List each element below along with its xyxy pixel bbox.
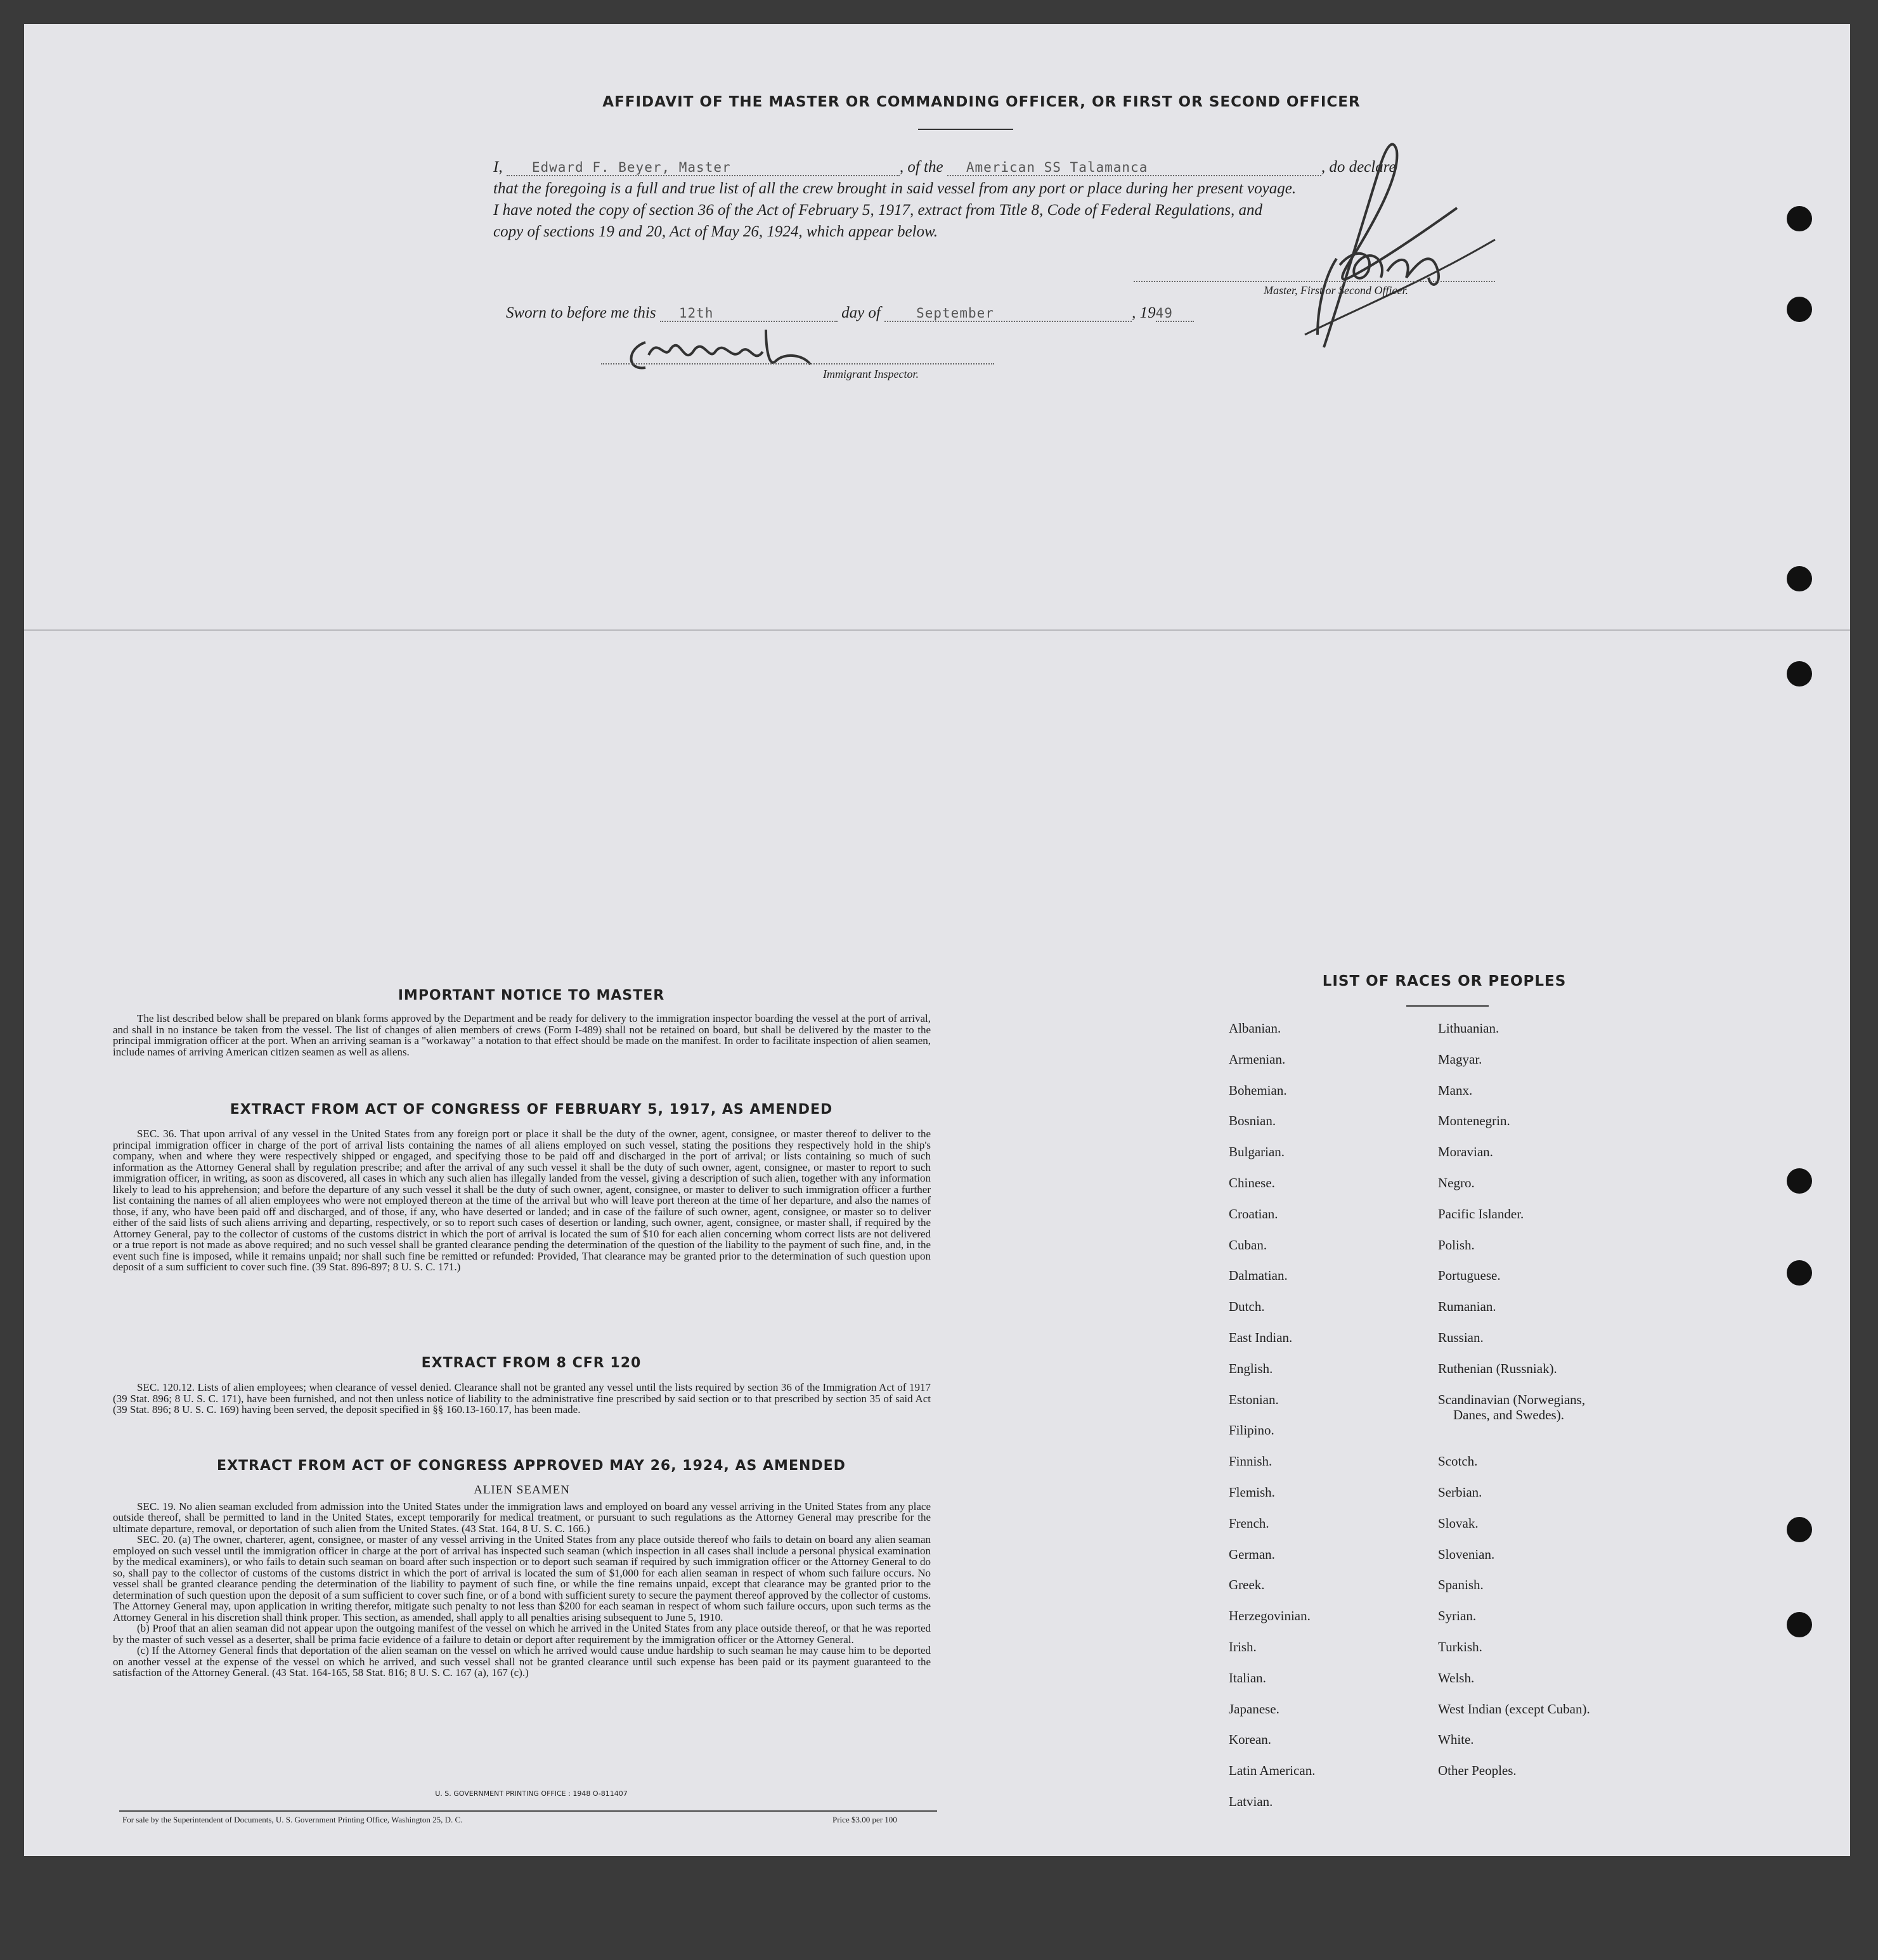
race-item: Slovenian. [1438,1546,1495,1562]
race-item: Russian. [1438,1329,1484,1345]
extract-1924-sec20b: (b) Proof that an alien seaman did not appear upon the outgoing manifest of the vessel on which he arrived in the United States from any place outside thereof, or that he was reported by the master of such vessel as a deserter, shall be prima facie evidence of a failure to detain or deport after requirement by the immigration officer or the Attorney General. [113,1622,931,1646]
race-item: Bohemian. [1229,1082,1287,1098]
race-item: Negro. [1438,1175,1475,1190]
extract-1917-title: EXTRACT FROM ACT OF CONGRESS OF FEBRUARY 5, 1917, AS AMENDED [230,1102,833,1118]
race-item: Korean. [1229,1732,1272,1748]
race-item: Welsh. [1438,1670,1475,1686]
races-column-1 [1229,1021,1315,1825]
race-item: Latin American. [1229,1763,1316,1779]
race-item: Danes, and Swedes). [1453,1407,1564,1422]
signature-line [1134,281,1495,282]
race-item: Estonian. [1229,1391,1279,1407]
punch-hole [1787,1517,1812,1542]
race-item: Chinese. [1229,1175,1275,1190]
punch-hole [1787,297,1812,322]
race-item: German. [1229,1546,1275,1562]
master-signature [1279,119,1520,360]
extract-1917-paragraph: SEC. 36. That upon arrival of any vessel in the United States from any foreign port or place it shall be the duty of the owner, agent, consignee, or master thereof to deliver to the principal immigration officer in charge of the port of arrival lists containing the names of all aliens employed on such vessel, stating the positions they respectively hold in the ship's company, when and where they were respectively shipped or engaged, and specifying those to be paid off and discharged in the port of arrival; or lists containing so much of such information as the Attorney General shall by regulation prescribe; and after the arrival of any such vessel it shall be the duty of such owner, agent, consignee, or master to report to such immigration officer, in writing, as soon as discovered, all cases in which any such alien has illegally landed from the vessel, giving a description of such alien, together with any information likely to lead to his apprehension; and before the departure of any such vessel it shall be the duty of such owner, agent, consignee, or master to deliver to such immigration officer a further list containing the names of all alien employees who were not employed thereon at the time of the arrival but who will leave port thereon at the time of her departure, and also the names of those, if any, who have been paid off and discharged, and of those, if any, who have deserted or landed; and in case of the failure of such owner, agent, consignee, or master so to deliver either of the said lists of such aliens arriving and departing, respectively, or so to report such cases of desertion or landing, such owner, agent, consignee, or master shall, if required by the Attorney General, pay to the collector of customs of the customs district in which the port of arrival is located the sum of $10 for each alien concerning whom correct lists are not delivered or a true report is not made as above required; and no such vessel shall be granted clearance pending the determination of the question of the liability to the payment of such fine, and, in the event such fine is imposed, while it remains unpaid; nor shall such fine be remitted or refunded: Provided, That clearance may be granted prior to the determination of such question upon deposit of a sum sufficient to cover such fine. (39 Stat. 896-897; 8 U. S. C. 171.) [113,1128,931,1273]
race-item: West Indian (except Cuban). [1438,1701,1590,1717]
sworn-day: 12th [660,306,838,322]
race-item: Greek. [1229,1577,1265,1593]
punch-hole [1787,1612,1812,1637]
extract-1924-sec19: SEC. 19. No alien seaman excluded from admission into the United States under the immigration laws and employed on board any vessel arriving in the United States from any place outside thereof, shall be permitted to land in the United States, except temporarily for medical treatment, or pursuant to such regulations as the Attorney General may prescribe for the ultimate departure, removal, or deportation of such alien from the United States. (43 Stat. 164, 8 U. S. C. 166.) [113,1500,931,1535]
race-item: Filipino. [1229,1422,1274,1438]
punch-hole [1787,566,1812,591]
race-item: Serbian. [1438,1484,1482,1500]
extract-cfr-title: EXTRACT FROM 8 CFR 120 [421,1355,642,1371]
race-item: Manx. [1438,1082,1473,1098]
affidavit-line-3: I have noted the copy of section 36 of the Act of February 5, 1917, extract from Title 8, Code of Federal Regulations, and [493,202,1262,219]
day-of: day of [841,304,881,321]
inspector-line [601,363,994,364]
master-name: Edward F. Beyer, Master [507,160,900,176]
affidavit-line-4: copy of sections 19 and 20, Act of May 26, 1924, which appear below. [493,223,938,240]
footer-rule [119,1810,937,1812]
affidavit-do-declare: , do declare [1321,158,1396,176]
extract-1924-sec20a: SEC. 20. (a) The owner, charterer, agent, consignee, or master of any vessel arriving in the United States from any place outside thereof who fails to detain on board any alien seaman employed on such vessel until the immigration officer in charge at the port of arrival has inspected such seaman (which inspection in all cases shall include a personal physical examination by the medical examiners), or who fails to detain such seaman on board after such inspection or to deport such seaman if required by such immigration officer or the Attorney General to do so, shall pay to the collector of customs of the customs district in which the port of arrival is located the sum of $1,000 for each alien seaman in respect of whom such failure occurs. No vessel shall be granted clearance pending the determination of the liability to payment of such fine, or while the fine remains unpaid, except that clearance may be granted prior to the determination of such question upon the deposit of a sum sufficient to cover such fine, or of a bond with sufficient surety to secure the payment thereof approved by the collector of customs. The Attorney General may, upon application in writing therefor, mitigate such penalty to not less than $200 for each seaman in respect of whom such failure occurs, upon such terms as the Attorney General in his discretion shall think proper. This section, as amended, shall apply to all penalties arising subsequent to June 5, 1910. [113,1533,931,1623]
race-item: Cuban. [1229,1237,1267,1253]
race-item: Bulgarian. [1229,1144,1285,1160]
race-item: Italian. [1229,1670,1266,1686]
affidavit-i: I, [493,158,503,176]
race-item: White. [1438,1732,1474,1748]
footer-price: Price $3.00 per 100 [832,1815,897,1824]
vessel-name: American SS Talamanca [947,160,1321,176]
punch-hole [1787,661,1812,687]
race-item: French. [1229,1515,1269,1531]
race-item: Other Peoples. [1438,1763,1517,1779]
race-item: Lithuanian. [1438,1021,1499,1036]
notice-title: IMPORTANT NOTICE TO MASTER [398,988,665,1003]
year-prefix: , 19 [1132,304,1156,321]
race-item: Syrian. [1438,1608,1477,1624]
extract-cfr-paragraph: SEC. 120.12. Lists of alien employees; when clearance of vessel denied. Clearance shall not be granted any vessel until the lists required by section 36 of the Immigration Act of 1917 (39 Stat. 896; 8 U. S. C. 171), have been furnished, and not then unless notice of liability to the administrative fine prescribed by said section or to that prescribed by section 35 of said Act (39 Stat. 896; 8 U. S. C. 169) having been served, the deposit specified in §§ 160.13-160.17, has been made. [113,1381,931,1415]
race-item: Dalmatian. [1229,1268,1288,1284]
title-underline [918,129,1013,130]
races-title: LIST OF RACES OR PEOPLES [1322,973,1567,990]
punch-hole [1787,1168,1812,1194]
race-item: Latvian. [1229,1793,1273,1809]
year-suffix: 49 [1156,306,1194,322]
race-item: Polish. [1438,1237,1475,1253]
race-item: Japanese. [1229,1701,1279,1717]
race-item: East Indian. [1229,1329,1293,1345]
gpo-imprint: U. S. GOVERNMENT PRINTING OFFICE : 1948 O-811407 [435,1789,628,1798]
notice-paragraph: The list described below shall be prepared on blank forms approved by the Department and be ready for delivery to the immigration inspector boarding the vessel at the port of arrival, and shall in no instance be taken from the vessel. The list of changes of alien members of crews (Form I-489) shall not be retained on board, but shall be delivered by the master to the principal immigration officer at the port. When an arriving seaman is a "workaway" a notation to that effect should be made on the manifest. In order to facilitate inspection of alien seamen, include names of arriving American citizen seamen as well as aliens. [113,1012,931,1058]
race-item: Irish. [1229,1639,1257,1654]
race-item: Armenian. [1229,1051,1286,1067]
extract-1917-text [113,1128,931,1273]
races-column-2 [1438,1021,1590,1794]
punch-hole [1787,206,1812,231]
notice-text [113,1013,931,1057]
race-item: Scandinavian (Norwegians, [1438,1391,1586,1407]
extract-cfr-text [113,1382,931,1415]
sworn-month: September [884,306,1132,322]
race-item: Turkish. [1438,1639,1482,1654]
race-item: Bosnian. [1229,1113,1276,1129]
punch-hole [1787,1260,1812,1286]
race-item: Portuguese. [1438,1268,1501,1284]
inspector-signature [620,317,848,380]
races-title-underline [1406,1005,1489,1007]
race-item: Slovak. [1438,1515,1479,1531]
race-item: Finnish. [1229,1454,1273,1469]
extract-1924-sec20c: (c) If the Attorney General finds that deportation of the alien seaman on the vessel on which he arrived would cause undue hardship to such seaman he may cause him to be deported on another vessel at the expense of the vessel on which he arrived, and such vessel shall not be granted clearance until such expense has been paid or its payment guaranteed to the satisfaction of the Attorney General. (43 Stat. 164-165, 58 Stat. 816; 8 U. S. C. 167 (a), 167 (c).) [113,1644,931,1679]
extract-1924-title: EXTRACT FROM ACT OF CONGRESS APPROVED MAY 26, 1924, AS AMENDED [217,1458,846,1474]
race-item: Spanish. [1438,1577,1484,1593]
race-item: Croatian. [1229,1206,1278,1222]
extract-1924-text [113,1481,931,1679]
affidavit-line-2: that the foregoing is a full and true list of all the crew brought in said vessel from any port or place during her present voyage. [493,180,1297,197]
race-item: Pacific Islander. [1438,1206,1524,1222]
race-item: Dutch. [1229,1299,1265,1315]
race-item: Herzegovinian. [1229,1608,1311,1624]
inspector-caption: Immigrant Inspector. [823,368,919,380]
race-item: Scotch. [1438,1454,1478,1469]
race-item: Magyar. [1438,1051,1482,1067]
race-item: Ruthenian (Russniak). [1438,1360,1557,1376]
page-fold-line [24,629,1850,631]
race-item: Albanian. [1229,1021,1281,1036]
signature-caption: Master, First or Second Officer. [1264,284,1408,297]
race-item: Montenegrin. [1438,1113,1510,1129]
alien-seamen-subtitle: ALIEN SEAMEN [474,1483,570,1497]
race-item: Rumanian. [1438,1299,1496,1315]
sworn-prefix: Sworn to before me this [506,304,656,321]
race-item: English. [1229,1360,1273,1376]
affidavit-title: AFFIDAVIT OF THE MASTER OR COMMANDING OFFICER, OR FIRST OR SECOND OFFICER [602,94,1361,110]
race-item: Flemish. [1229,1484,1275,1500]
affidavit-of-the: , of the [899,158,943,176]
document-page [24,24,1850,1856]
footer-sale-note: For sale by the Superintendent of Documents, U. S. Government Printing Office, Washington 25, D. C. [122,1815,463,1824]
race-item: Moravian. [1438,1144,1493,1160]
